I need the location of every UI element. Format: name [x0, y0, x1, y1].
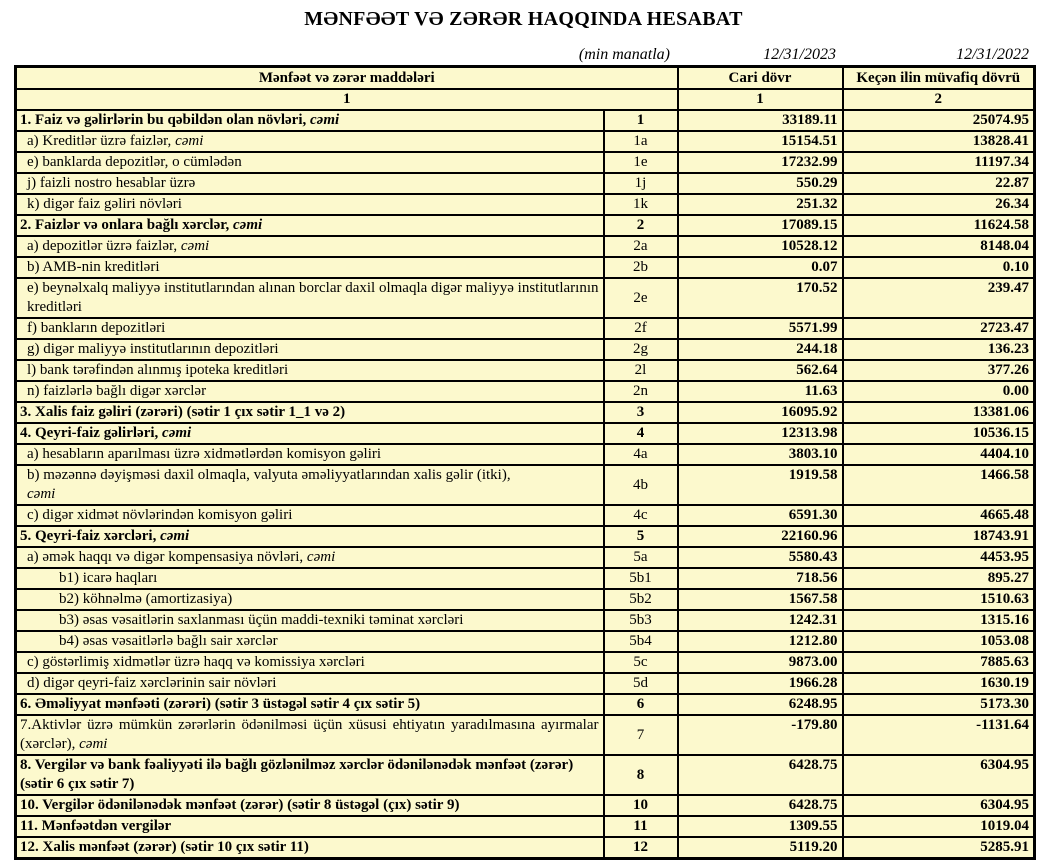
row-label-cell: n) faizlərlə bağlı digər xərclər — [16, 381, 604, 402]
table-row — [16, 505, 1035, 526]
table-row — [16, 173, 1035, 194]
table-row — [16, 423, 1035, 444]
row-number-cell: 1e — [604, 152, 678, 173]
row-label-italic-suffix: cəmi — [27, 486, 56, 502]
row-current-value-cell: 5119.20 — [678, 837, 843, 859]
row-label-cell: b4) əsas vəsaitlərlə bağlı sair xərclər — [16, 631, 604, 652]
row-number-cell: 5d — [604, 673, 678, 694]
row-current-value-cell: 15154.51 — [678, 131, 843, 152]
row-number-cell: 5c — [604, 652, 678, 673]
row-previous-value-cell: 4453.95 — [843, 547, 1035, 568]
row-label-cell: 1. Faiz və gəlirlərin bu qəbildən olan növləri, cəmi — [16, 110, 604, 131]
row-label-italic-suffix: cəmi — [79, 736, 108, 752]
index-previous-cell: 2 — [843, 89, 1035, 110]
report-title: MƏNFƏƏT VƏ ZƏRƏR HAQQINDA HESABAT — [304, 8, 743, 30]
date-previous: 12/31/2022 — [956, 46, 1029, 63]
row-label-italic-suffix: cəmi — [180, 238, 210, 254]
row-label-cell: c) digər xidmət növlərindən komisyon gəliri — [16, 505, 604, 526]
table-row — [16, 547, 1035, 568]
row-previous-value-cell: 2723.47 — [843, 318, 1035, 339]
table-row — [16, 568, 1035, 589]
row-previous-value-cell: 8148.04 — [843, 236, 1035, 257]
table-row — [16, 236, 1035, 257]
row-previous-value-cell: 0.10 — [843, 257, 1035, 278]
index-items-cell: 1 — [16, 89, 678, 110]
row-previous-value-cell: 895.27 — [843, 568, 1035, 589]
row-number-cell: 4 — [604, 423, 678, 444]
row-current-value-cell: 17089.15 — [678, 215, 843, 236]
row-previous-value-cell: 239.47 — [843, 278, 1035, 318]
row-previous-value-cell: 4665.48 — [843, 505, 1035, 526]
row-current-value-cell: 550.29 — [678, 173, 843, 194]
table-row — [16, 755, 1035, 795]
row-current-value-cell: 562.64 — [678, 360, 843, 381]
row-label-cell: a) hesabların aparılması üzrə xidmətlərdən komisyon gəliri — [16, 444, 604, 465]
table-row — [16, 837, 1035, 859]
row-number-cell: 2 — [604, 215, 678, 236]
row-label-cell: b3) əsas vəsaitlərin saxlanması üçün maddi-texniki təminat xərcləri — [16, 610, 604, 631]
row-previous-value-cell: 5173.30 — [843, 694, 1035, 715]
row-current-value-cell: 11.63 — [678, 381, 843, 402]
row-current-value-cell: 1567.58 — [678, 589, 843, 610]
row-previous-value-cell: 1053.08 — [843, 631, 1035, 652]
row-current-value-cell: 251.32 — [678, 194, 843, 215]
row-label-italic-suffix: cəmi — [160, 528, 190, 544]
row-label-cell: 4. Qeyri-faiz gəlirləri, cəmi — [16, 423, 604, 444]
row-previous-value-cell: 13828.41 — [843, 131, 1035, 152]
row-number-cell: 1j — [604, 173, 678, 194]
row-number-cell: 5b2 — [604, 589, 678, 610]
row-previous-value-cell: 11197.34 — [843, 152, 1035, 173]
table-row — [16, 110, 1035, 131]
table-row — [16, 589, 1035, 610]
row-number-cell: 4c — [604, 505, 678, 526]
row-label-cell: e) banklarda depozitlər, o cümlədən — [16, 152, 604, 173]
row-number-cell: 2l — [604, 360, 678, 381]
row-label-cell: 7.Aktivlər üzrə mümkün zərərlərin ödənilməsi üçün xüsusi ehtiyatın yaradılmasına ayırmalar (xərclər), cəmi — [16, 715, 604, 755]
row-number-cell: 6 — [604, 694, 678, 715]
row-label-cell: e) beynəlxalq maliyyə institutlarından alınan borclar daxil olmaqla digər maliyyə institutlarının kreditləri — [16, 278, 604, 318]
row-number-cell: 5b3 — [604, 610, 678, 631]
row-number-cell: 2n — [604, 381, 678, 402]
row-number-cell: 5b4 — [604, 631, 678, 652]
table-row — [16, 465, 1035, 505]
row-previous-value-cell: 25074.95 — [843, 110, 1035, 131]
row-current-value-cell: 1212.80 — [678, 631, 843, 652]
row-label-cell: j) faizli nostro hesablar üzrə — [16, 173, 604, 194]
row-previous-value-cell: 1630.19 — [843, 673, 1035, 694]
row-previous-value-cell: 6304.95 — [843, 755, 1035, 795]
row-current-value-cell: 9873.00 — [678, 652, 843, 673]
table-header-row — [16, 67, 1035, 90]
row-current-value-cell: 170.52 — [678, 278, 843, 318]
row-label-cell: 2. Faizlər və onlara bağlı xərclər, cəmi — [16, 215, 604, 236]
row-label-cell: b1) icarə haqları — [16, 568, 604, 589]
row-label-cell: a) Kreditlər üzrə faizlər, cəmi — [16, 131, 604, 152]
row-previous-value-cell: 13381.06 — [843, 402, 1035, 423]
row-current-value-cell: 3803.10 — [678, 444, 843, 465]
row-current-value-cell: 1242.31 — [678, 610, 843, 631]
row-current-value-cell: -179.80 — [678, 715, 843, 755]
table-row — [16, 131, 1035, 152]
row-label-cell: b2) köhnəlmə (amortizasiya) — [16, 589, 604, 610]
row-number-cell: 4a — [604, 444, 678, 465]
table-row — [16, 152, 1035, 173]
row-number-cell: 2g — [604, 339, 678, 360]
row-label-italic-suffix: cəmi — [162, 425, 192, 441]
row-previous-value-cell: 136.23 — [843, 339, 1035, 360]
row-label-cell: 6. Əməliyyat mənfəəti (zərəri) (sətir 3 üstəgəl sətir 4 çıx sətir 5) — [16, 694, 604, 715]
date-current: 12/31/2023 — [763, 46, 836, 63]
table-row — [16, 795, 1035, 816]
row-number-cell: 2b — [604, 257, 678, 278]
row-current-value-cell: 5580.43 — [678, 547, 843, 568]
row-current-value-cell: 6591.30 — [678, 505, 843, 526]
row-current-value-cell: 6428.75 — [678, 795, 843, 816]
row-label-cell: b) AMB-nin kreditləri — [16, 257, 604, 278]
row-number-cell: 1a — [604, 131, 678, 152]
row-previous-value-cell: 7885.63 — [843, 652, 1035, 673]
row-label-italic-suffix: cəmi — [175, 133, 204, 149]
row-number-cell: 5a — [604, 547, 678, 568]
row-label-italic-suffix: cəmi — [310, 112, 340, 128]
row-number-cell: 2f — [604, 318, 678, 339]
column-index-row — [16, 89, 1035, 110]
row-previous-value-cell: 4404.10 — [843, 444, 1035, 465]
row-number-cell: 8 — [604, 755, 678, 795]
unit-note: (min manatla) — [578, 46, 670, 63]
row-previous-value-cell: 18743.91 — [843, 526, 1035, 547]
pnl-table — [14, 65, 1036, 860]
row-previous-value-cell: 1510.63 — [843, 589, 1035, 610]
table-row — [16, 444, 1035, 465]
table-row — [16, 318, 1035, 339]
row-current-value-cell: 0.07 — [678, 257, 843, 278]
row-label-cell: 12. Xalis mənfəət (zərər) (sətir 10 çıx sətir 11) — [16, 837, 604, 859]
table-row — [16, 673, 1035, 694]
row-number-cell: 1 — [604, 110, 678, 131]
table-row — [16, 257, 1035, 278]
row-current-value-cell: 16095.92 — [678, 402, 843, 423]
row-label-cell: 10. Vergilər ödənilənədək mənfəət (zərər) (sətir 8 üstəgəl (çıx) sətir 9) — [16, 795, 604, 816]
table-row — [16, 194, 1035, 215]
table-row — [16, 526, 1035, 547]
row-previous-value-cell: 1315.16 — [843, 610, 1035, 631]
row-number-cell: 2a — [604, 236, 678, 257]
row-current-value-cell: 718.56 — [678, 568, 843, 589]
row-previous-value-cell: 377.26 — [843, 360, 1035, 381]
header-current-column: Cari dövr — [678, 67, 843, 90]
row-label-italic-suffix: cəmi — [233, 217, 263, 233]
table-row — [16, 339, 1035, 360]
row-current-value-cell: 12313.98 — [678, 423, 843, 444]
table-row — [16, 381, 1035, 402]
row-previous-value-cell: 6304.95 — [843, 795, 1035, 816]
row-current-value-cell: 6428.75 — [678, 755, 843, 795]
row-number-cell: 2e — [604, 278, 678, 318]
row-number-cell: 11 — [604, 816, 678, 837]
row-current-value-cell: 17232.99 — [678, 152, 843, 173]
row-previous-value-cell: -1131.64 — [843, 715, 1035, 755]
row-current-value-cell: 244.18 — [678, 339, 843, 360]
row-current-value-cell: 22160.96 — [678, 526, 843, 547]
row-label-cell: 3. Xalis faiz gəliri (zərəri) (sətir 1 çıx sətir 1_1 və 2) — [16, 402, 604, 423]
row-label-cell: g) digər maliyyə institutlarının depozitləri — [16, 339, 604, 360]
row-label-cell: 11. Mənfəətdən vergilər — [16, 816, 604, 837]
row-label-cell: b) məzənnə dəyişməsi daxil olmaqla, valyuta əməliyyatlarından xalis gəlir (itki), cəmi — [16, 465, 604, 505]
row-current-value-cell: 6248.95 — [678, 694, 843, 715]
table-row — [16, 694, 1035, 715]
table-row — [16, 215, 1035, 236]
header-items-column: Mənfəət və zərər maddələri — [16, 67, 678, 90]
row-label-cell: l) bank tərəfindən alınmış ipoteka kreditləri — [16, 360, 604, 381]
row-label-cell: 8. Vergilər və bank fəaliyyəti ilə bağlı gözlənilməz xərclər ödənilənədək mənfəət (zərər) (sətir 6 çıx sətir 7) — [16, 755, 604, 795]
row-current-value-cell: 33189.11 — [678, 110, 843, 131]
row-number-cell: 4b — [604, 465, 678, 505]
row-label-cell: 5. Qeyri-faiz xərcləri, cəmi — [16, 526, 604, 547]
row-label-cell: f) bankların depozitləri — [16, 318, 604, 339]
row-previous-value-cell: 1466.58 — [843, 465, 1035, 505]
table-row — [16, 631, 1035, 652]
table-row — [16, 610, 1035, 631]
row-number-cell: 10 — [604, 795, 678, 816]
row-previous-value-cell: 0.00 — [843, 381, 1035, 402]
row-current-value-cell: 1966.28 — [678, 673, 843, 694]
table-row — [16, 715, 1035, 755]
row-current-value-cell: 1919.58 — [678, 465, 843, 505]
row-number-cell: 3 — [604, 402, 678, 423]
table-row — [16, 278, 1035, 318]
row-current-value-cell: 5571.99 — [678, 318, 843, 339]
row-previous-value-cell: 22.87 — [843, 173, 1035, 194]
row-number-cell: 12 — [604, 837, 678, 859]
table-row — [16, 652, 1035, 673]
pnl-table-body — [16, 110, 1035, 859]
row-previous-value-cell: 26.34 — [843, 194, 1035, 215]
row-label-cell: c) göstərlimiş xidmətlər üzrə haqq və komissiya xərcləri — [16, 652, 604, 673]
row-label-cell: d) digər qeyri-faiz xərclərinin sair növləri — [16, 673, 604, 694]
row-label-italic-suffix: cəmi — [306, 549, 336, 565]
row-number-cell: 5 — [604, 526, 678, 547]
row-current-value-cell: 1309.55 — [678, 816, 843, 837]
row-label-cell: k) digər faiz gəliri növləri — [16, 194, 604, 215]
table-row — [16, 816, 1035, 837]
table-row — [16, 360, 1035, 381]
row-previous-value-cell: 5285.91 — [843, 837, 1035, 859]
row-number-cell: 1k — [604, 194, 678, 215]
row-number-cell: 5b1 — [604, 568, 678, 589]
table-row — [16, 402, 1035, 423]
row-label-cell: a) əmək haqqı və digər kompensasiya növləri, cəmi — [16, 547, 604, 568]
row-number-cell: 7 — [604, 715, 678, 755]
index-current-cell: 1 — [678, 89, 843, 110]
row-current-value-cell: 10528.12 — [678, 236, 843, 257]
row-previous-value-cell: 10536.15 — [843, 423, 1035, 444]
row-previous-value-cell: 1019.04 — [843, 816, 1035, 837]
row-label-cell: a) depozitlər üzrə faizlər, cəmi — [16, 236, 604, 257]
row-previous-value-cell: 11624.58 — [843, 215, 1035, 236]
header-previous-column: Keçən ilin müvafiq dövrü — [843, 67, 1035, 90]
